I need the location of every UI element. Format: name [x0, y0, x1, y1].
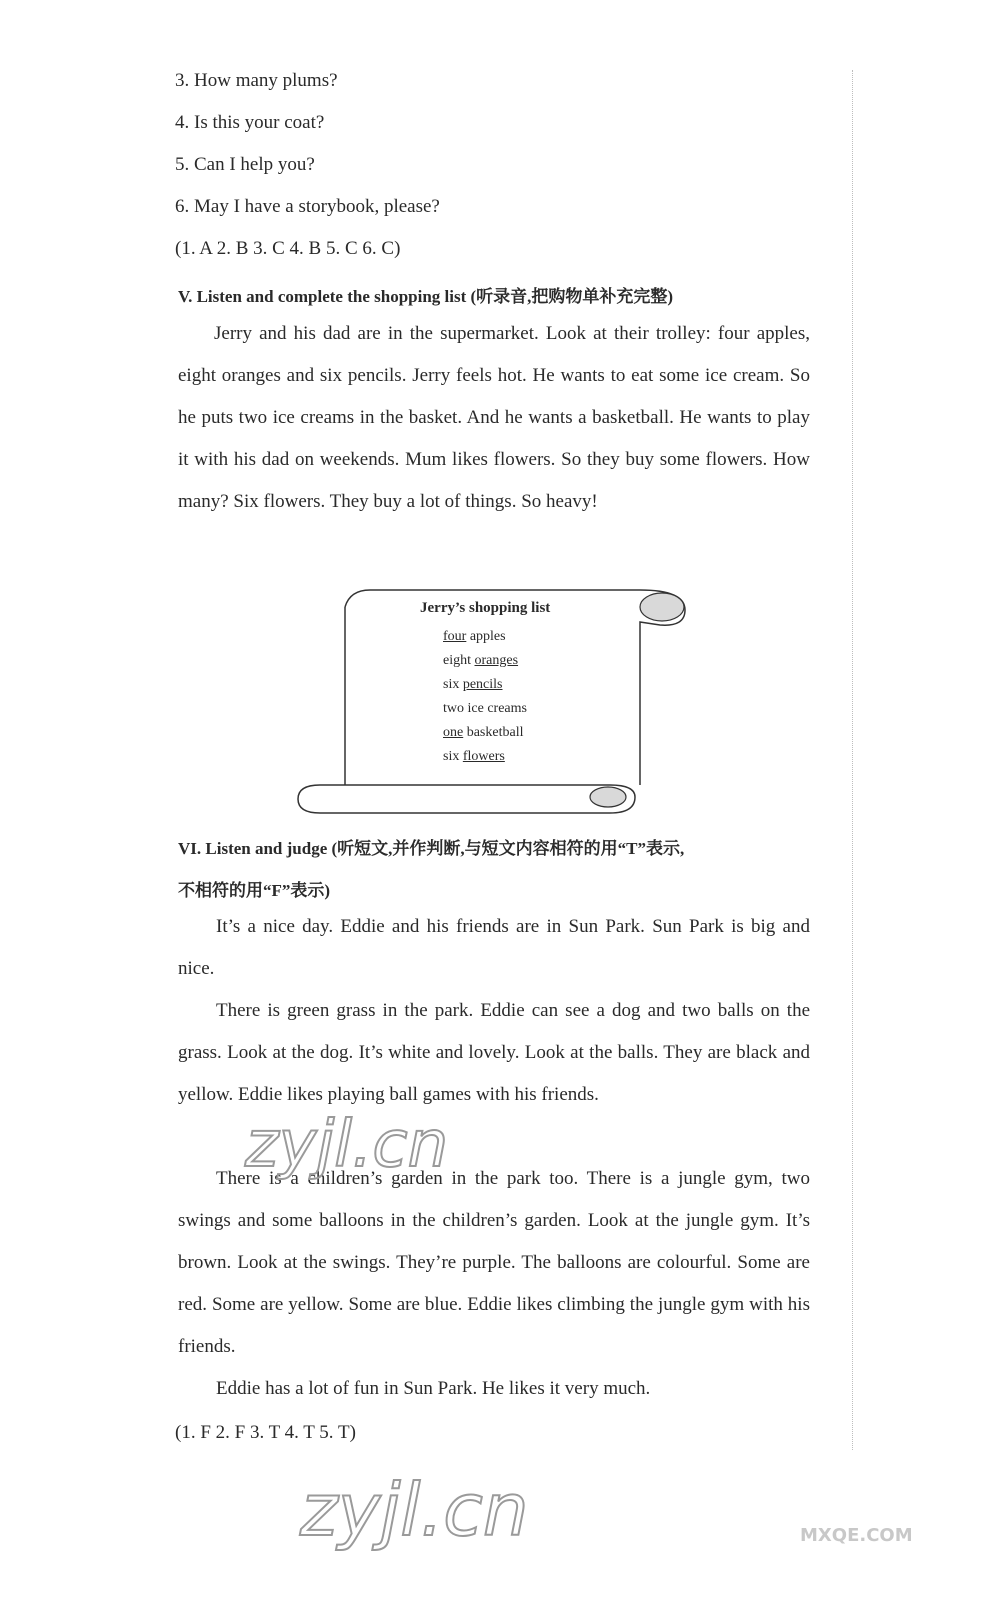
- list-item: eight oranges: [443, 653, 519, 668]
- list-item: six flowers: [443, 749, 505, 764]
- question-4: 4. Is this your coat?: [175, 112, 325, 133]
- list-item: one basketball: [443, 725, 524, 740]
- section-6-paragraph-2: There is green grass in the park. Eddie can see a dog and two balls on the grass. Look at the dog. It’s white and lovely. Look at the balls. They are black and yellow. Eddie likes playing ball games with his friends.: [178, 1000, 810, 1105]
- watermark-bottom: zyjl.cn: [300, 1468, 529, 1552]
- section-6-paragraph-3: There is a children’s garden in the park too. There is a jungle gym, two swings and some balloons in the children’s garden. Look at the jungle gym. It’s brown. Look at the swings. They’re purple. The balloons are colourful. Some are red. Some are yellow. Some are blue. Eddie likes climbing the jungle gym with his friends.: [178, 1168, 810, 1357]
- section-6-paragraph-1: It’s a nice day. Eddie and his friends are in Sun Park. Sun Park is big and nice.: [178, 916, 810, 979]
- shopping-list-title: Jerry’s shopping list: [420, 600, 551, 616]
- watermark-logo: MXQE.COM: [800, 1525, 913, 1546]
- question-3: 3. How many plums?: [175, 70, 338, 91]
- list-item: two ice creams: [443, 701, 527, 716]
- section-5-passage: Jerry and his dad are in the supermarket. Look at their trolley: four apples, eight oranges and six pencils. Jerry feels hot. He wants to eat some ice cream. So he puts two ice creams in the basket. And he wants a basketball. He wants to play it with his dad on weekends. Mum likes flowers. So they buy some flowers. How many? Six flowers. They buy a lot of things. So heavy!: [178, 323, 810, 512]
- section-6-paragraph-4: Eddie has a lot of fun in Sun Park. He likes it very much.: [216, 1378, 651, 1399]
- answers-section-4: (1. A 2. B 3. C 4. B 5. C 6. C): [175, 238, 401, 259]
- section-6-heading-line1: VI. Listen and judge (听短文,并作判断,与短文内容相符的用“T”表示,: [178, 839, 685, 858]
- answers-section-6: (1. F 2. F 3. T 4. T 5. T): [175, 1422, 356, 1443]
- section-6-heading-line2: 不相符的用“F”表示): [178, 881, 331, 900]
- section-5-heading: V. Listen and complete the shopping list (听录音,把购物单补充完整): [178, 287, 674, 306]
- question-6: 6. May I have a storybook, please?: [175, 196, 440, 217]
- margin-rule: [852, 70, 853, 1450]
- list-item: six pencils: [443, 677, 503, 692]
- list-item: four apples: [443, 629, 506, 644]
- question-5: 5. Can I help you?: [175, 154, 315, 175]
- watermark-mid: zyjl.cn: [245, 1108, 449, 1182]
